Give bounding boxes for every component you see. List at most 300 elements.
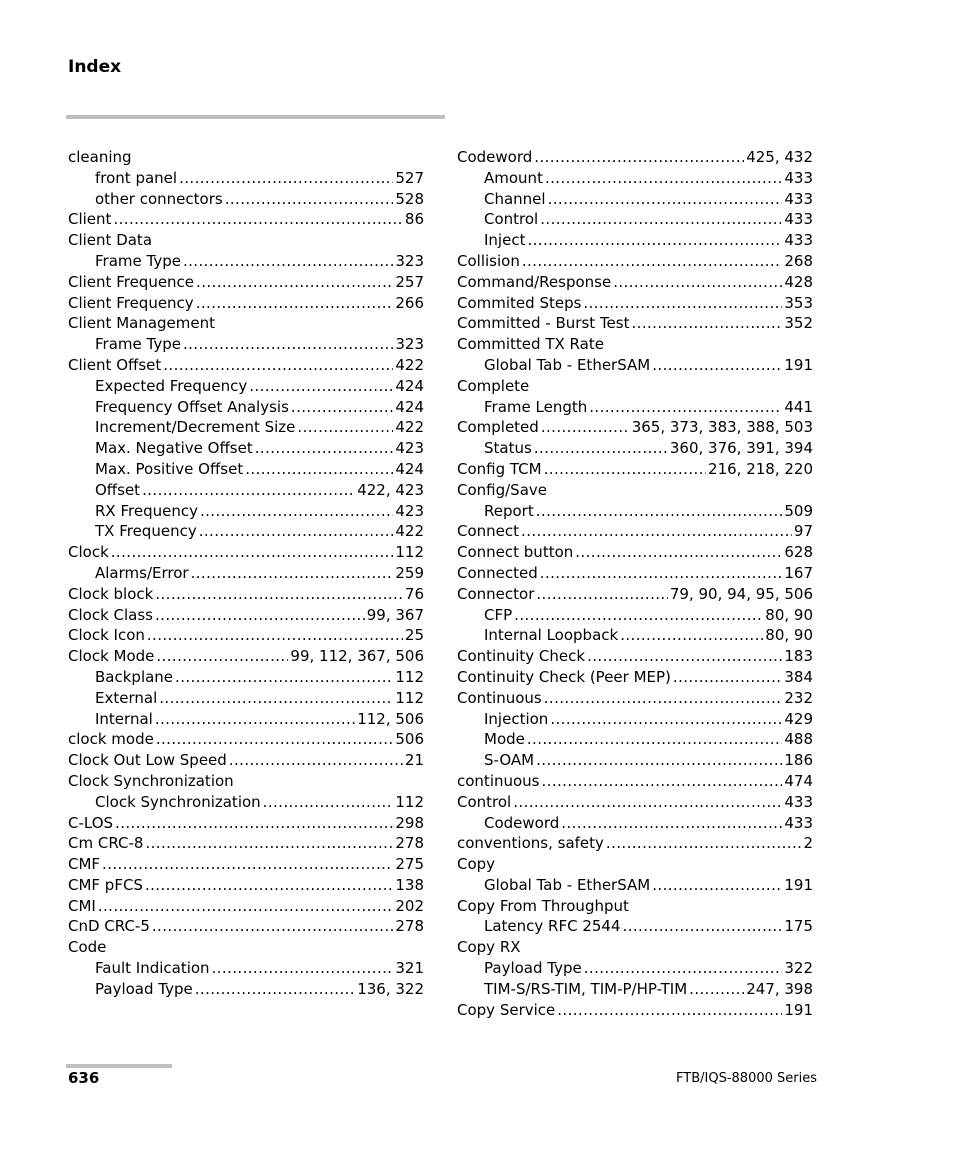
dot-leader — [545, 168, 782, 189]
index-pages: 433 — [784, 189, 813, 208]
index-entry — [457, 896, 813, 917]
index-term: Report — [484, 501, 534, 520]
index-term: Inject — [484, 231, 526, 250]
dot-leader — [540, 209, 782, 230]
dot-leader — [142, 480, 355, 501]
index-entry — [457, 646, 813, 667]
index-term: Client Data — [68, 231, 153, 250]
dot-leader — [115, 813, 393, 834]
dot-leader — [540, 563, 783, 584]
index-subentry — [68, 501, 424, 522]
index-term: CMF pFCS — [68, 875, 143, 894]
page-title: Index — [68, 57, 122, 77]
dot-leader — [156, 729, 394, 750]
index-term: Control — [457, 792, 512, 811]
dot-leader — [534, 438, 668, 459]
index-pages: 191 — [784, 355, 813, 374]
dot-leader — [542, 771, 783, 792]
index-term: Copy Service — [457, 1000, 556, 1019]
index-term: Commited Steps — [457, 293, 582, 312]
index-pages: 506 — [395, 730, 424, 749]
index-term: TX Frequency — [95, 522, 197, 541]
index-pages: 298 — [395, 813, 424, 832]
dot-leader — [212, 958, 394, 979]
index-term: CMF — [68, 855, 101, 874]
dot-leader — [587, 646, 782, 667]
dot-leader — [584, 958, 783, 979]
index-pages: 628 — [784, 543, 813, 562]
index-term: Connect — [457, 522, 520, 541]
index-term: Alarms/Error — [95, 563, 189, 582]
index-subentry — [457, 916, 813, 937]
dot-leader — [229, 750, 403, 771]
index-subentry — [457, 501, 813, 522]
index-entry — [457, 417, 813, 438]
index-pages: 232 — [784, 688, 813, 707]
index-pages: 422, 423 — [357, 480, 424, 499]
index-term: cleaning — [68, 148, 132, 166]
index-term: Mode — [484, 730, 525, 749]
index-term: Injection — [484, 709, 549, 728]
dot-leader — [589, 397, 782, 418]
index-pages: 488 — [784, 730, 813, 749]
index-pages: 191 — [784, 1000, 813, 1019]
index-term: Config/Save — [457, 480, 547, 499]
index-term: CFP — [484, 605, 513, 624]
header-rule — [66, 115, 445, 119]
index-subentry — [457, 813, 813, 834]
index-entry — [457, 334, 813, 355]
index-entry — [68, 605, 424, 626]
index-pages: 433 — [784, 231, 813, 250]
index-pages: 202 — [395, 896, 424, 915]
index-entry — [68, 896, 424, 917]
index-entry — [68, 854, 424, 875]
index-term: Frequency Offset Analysis — [95, 397, 289, 416]
dot-leader — [514, 605, 763, 626]
index-term: other connectors — [95, 189, 223, 208]
index-entry — [457, 313, 813, 334]
dot-leader — [536, 501, 783, 522]
dot-leader — [175, 667, 393, 688]
index-term: Command/Response — [457, 272, 612, 291]
index-term: Clock — [68, 543, 109, 562]
index-entry — [68, 750, 424, 771]
dot-leader — [652, 875, 782, 896]
dot-leader — [102, 854, 393, 875]
index-pages: 424 — [395, 376, 424, 395]
index-pages: 275 — [395, 855, 424, 874]
index-subentry — [68, 189, 424, 210]
index-subentry — [68, 667, 424, 688]
index-subentry — [457, 438, 813, 459]
dot-leader — [196, 293, 394, 314]
dot-leader — [527, 729, 782, 750]
index-term: Backplane — [95, 667, 174, 686]
index-term: Continuous — [457, 688, 542, 707]
index-pages: 424 — [395, 397, 424, 416]
index-entry — [68, 542, 424, 563]
index-pages: 79, 90, 94, 95, 506 — [669, 584, 813, 603]
index-entry — [457, 521, 813, 542]
dot-leader — [111, 542, 394, 563]
index-pages: 138 — [395, 875, 424, 894]
index-entry — [68, 272, 424, 293]
index-entry — [68, 209, 424, 230]
index-entry — [457, 1000, 813, 1021]
index-term: Committed TX Rate — [457, 335, 604, 354]
index-subentry — [457, 189, 813, 210]
index-subentry — [68, 792, 424, 813]
index-pages: 423 — [395, 439, 424, 458]
index-term: clock mode — [68, 730, 154, 749]
index-entry — [457, 563, 813, 584]
index-entry — [457, 792, 813, 813]
index-entry — [457, 459, 813, 480]
index-subentry — [457, 625, 813, 646]
dot-leader — [606, 833, 802, 854]
index-pages: 433 — [784, 792, 813, 811]
index-entry — [457, 147, 813, 168]
dot-leader — [548, 189, 783, 210]
index-entry — [68, 625, 424, 646]
index-entry — [68, 771, 424, 792]
index-term: Copy From Throughput — [457, 896, 629, 915]
dot-leader — [113, 209, 402, 230]
index-pages: 422 — [395, 522, 424, 541]
index-term: Clock Synchronization — [95, 792, 261, 811]
index-pages: 360, 376, 391, 394 — [669, 439, 813, 458]
index-term: Offset — [95, 480, 141, 499]
index-pages: 353 — [784, 293, 813, 312]
index-pages: 183 — [784, 647, 813, 666]
series-name: FTB/IQS-88000 Series — [676, 1071, 817, 1086]
index-pages: 322 — [784, 959, 813, 978]
index-term: Codeword — [484, 813, 560, 832]
index-entry — [68, 230, 424, 251]
index-pages: 527 — [395, 168, 424, 187]
index-term: Frame Type — [95, 335, 181, 354]
dot-leader — [196, 272, 393, 293]
dot-leader — [583, 293, 782, 314]
index-pages: 423 — [395, 501, 424, 520]
footer-rule — [66, 1064, 172, 1068]
dot-leader — [183, 251, 393, 272]
index-subentry — [68, 480, 424, 501]
dot-leader — [147, 625, 403, 646]
index-subentry — [68, 563, 424, 584]
index-subentry — [68, 251, 424, 272]
dot-leader — [561, 813, 782, 834]
index-pages: 257 — [395, 272, 424, 291]
index-pages: 191 — [784, 875, 813, 894]
dot-leader — [527, 230, 782, 251]
dot-leader — [575, 542, 782, 563]
index-term: Clock Class — [68, 605, 153, 624]
index-pages: 76 — [404, 584, 424, 603]
index-term: Increment/Decrement Size — [95, 418, 296, 437]
dot-leader — [159, 688, 393, 709]
index-pages: 422 — [395, 355, 424, 374]
index-term: Amount — [484, 168, 543, 187]
index-term: Internal Loopback — [484, 626, 619, 645]
index-entry — [68, 833, 424, 854]
index-pages: 112 — [395, 688, 424, 707]
index-subentry — [457, 605, 813, 626]
dot-leader — [291, 397, 393, 418]
dot-leader — [98, 896, 394, 917]
index-entry — [68, 355, 424, 376]
index-column-right — [457, 147, 813, 1020]
index-subentry — [68, 334, 424, 355]
index-term: S-OAM — [484, 751, 535, 770]
dot-leader — [522, 251, 783, 272]
index-term: Clock Icon — [68, 626, 145, 645]
dot-leader — [195, 979, 355, 1000]
dot-leader — [152, 916, 393, 937]
index-term: RX Frequency — [95, 501, 198, 520]
dot-leader — [521, 521, 792, 542]
index-term: Max. Negative Offset — [95, 439, 253, 458]
index-term: Global Tab - EtherSAM — [484, 355, 651, 374]
index-pages: 247, 398 — [746, 979, 813, 998]
index-pages: 528 — [395, 189, 424, 208]
index-subentry — [457, 230, 813, 251]
index-term: Client Management — [68, 314, 216, 333]
index-pages: 509 — [784, 501, 813, 520]
dot-leader — [620, 625, 763, 646]
index-subentry — [68, 958, 424, 979]
index-term: Continuity Check (Peer MEP) — [457, 667, 671, 686]
dot-leader — [200, 501, 393, 522]
dot-leader — [263, 792, 394, 813]
index-entry — [457, 480, 813, 501]
index-pages: 384 — [784, 667, 813, 686]
index-pages: 99, 367 — [366, 605, 424, 624]
dot-leader — [652, 355, 782, 376]
index-entry — [457, 251, 813, 272]
index-pages: 80, 90 — [765, 605, 813, 624]
index-term: Client Offset — [68, 355, 162, 374]
index-entry — [68, 313, 424, 334]
dot-leader — [155, 605, 365, 626]
index-pages: 323 — [395, 251, 424, 270]
index-entry — [457, 584, 813, 605]
index-pages: 112 — [395, 792, 424, 811]
index-subentry — [457, 709, 813, 730]
index-pages: 25 — [404, 626, 424, 645]
index-entry — [457, 771, 813, 792]
index-subentry — [68, 417, 424, 438]
index-term: Connector — [457, 584, 535, 603]
index-pages: 99, 112, 367, 506 — [290, 647, 424, 666]
index-term: Config TCM — [457, 459, 542, 478]
dot-leader — [623, 916, 783, 937]
dot-leader — [145, 833, 393, 854]
index-subentry — [68, 521, 424, 542]
dot-leader — [689, 979, 744, 1000]
index-entry — [457, 854, 813, 875]
index-entry — [457, 293, 813, 314]
index-term: Channel — [484, 189, 546, 208]
index-term: Cm CRC-8 — [68, 834, 144, 853]
index-term: Clock block — [68, 584, 154, 603]
index-pages: 2 — [803, 834, 813, 853]
index-subentry — [68, 438, 424, 459]
index-entry — [457, 667, 813, 688]
index-pages: 86 — [404, 210, 424, 229]
dot-leader — [255, 438, 394, 459]
dot-leader — [557, 1000, 782, 1021]
index-term: Connected — [457, 563, 538, 582]
index-term: Continuity Check — [457, 647, 586, 666]
index-entry — [68, 916, 424, 937]
index-term: Frame Type — [95, 251, 181, 270]
index-term: CnD CRC-5 — [68, 917, 150, 936]
index-column-left — [68, 147, 424, 1000]
index-term: Copy RX — [457, 938, 521, 957]
index-entry — [68, 584, 424, 605]
index-term: Client — [68, 210, 112, 229]
index-entry — [457, 542, 813, 563]
index-subentry — [457, 168, 813, 189]
index-term: Complete — [457, 376, 530, 395]
index-term: Client Frequence — [68, 272, 195, 291]
index-subentry — [457, 397, 813, 418]
index-term: Payload Type — [484, 959, 582, 978]
index-pages: 425, 432 — [746, 148, 813, 166]
index-term: Codeword — [457, 148, 533, 166]
index-term: continuous — [457, 771, 540, 790]
index-term: Global Tab - EtherSAM — [484, 875, 651, 894]
dot-leader — [544, 459, 706, 480]
index-subentry — [68, 168, 424, 189]
index-pages: 112 — [395, 667, 424, 686]
index-entry — [68, 937, 424, 958]
index-pages: 112 — [395, 543, 424, 562]
index-term: Latency RFC 2544 — [484, 917, 621, 936]
index-term: Clock Synchronization — [68, 771, 234, 790]
index-entry — [68, 729, 424, 750]
dot-leader — [631, 313, 782, 334]
index-subentry — [68, 979, 424, 1000]
dot-leader — [536, 750, 782, 771]
index-pages: 259 — [395, 563, 424, 582]
index-term: Committed - Burst Test — [457, 314, 630, 333]
dot-leader — [179, 168, 393, 189]
dot-leader — [163, 355, 393, 376]
dot-leader — [155, 584, 403, 605]
index-pages: 216, 218, 220 — [708, 459, 813, 478]
index-pages: 278 — [395, 834, 424, 853]
index-pages: 80, 90 — [765, 626, 813, 645]
index-pages: 136, 322 — [357, 979, 424, 998]
index-pages: 441 — [784, 397, 813, 416]
index-term: Control — [484, 210, 539, 229]
index-subentry — [457, 875, 813, 896]
index-term: conventions, safety — [457, 834, 604, 853]
index-subentry — [457, 750, 813, 771]
dot-leader — [183, 334, 393, 355]
index-term: front panel — [95, 168, 178, 187]
dot-leader — [156, 646, 288, 667]
index-term: TIM-S/RS-TIM, TIM-P/HP-TIM — [484, 979, 688, 998]
dot-leader — [613, 272, 782, 293]
index-entry — [457, 688, 813, 709]
index-subentry — [457, 729, 813, 750]
index-entry — [68, 813, 424, 834]
index-term: Max. Positive Offset — [95, 459, 244, 478]
dot-leader — [544, 688, 783, 709]
index-pages: 268 — [784, 251, 813, 270]
dot-leader — [536, 584, 668, 605]
index-term: C-LOS — [68, 813, 114, 832]
dot-leader — [245, 459, 393, 480]
index-entry — [457, 376, 813, 397]
index-pages: 112, 506 — [357, 709, 424, 728]
dot-leader — [673, 667, 782, 688]
dot-leader — [155, 709, 355, 730]
index-entry — [457, 272, 813, 293]
index-subentry — [457, 979, 813, 1000]
index-pages: 429 — [784, 709, 813, 728]
index-pages: 186 — [784, 751, 813, 770]
index-term: External — [95, 688, 158, 707]
index-pages: 323 — [395, 335, 424, 354]
index-term: Frame Length — [484, 397, 588, 416]
index-subentry — [68, 397, 424, 418]
index-subentry — [457, 958, 813, 979]
index-subentry — [68, 459, 424, 480]
index-pages: 365, 373, 383, 388, 503 — [631, 418, 813, 437]
index-pages: 474 — [784, 771, 813, 790]
index-term: Internal — [95, 709, 153, 728]
index-term: Clock Mode — [68, 647, 155, 666]
index-entry — [457, 937, 813, 958]
index-term: Expected Frequency — [95, 376, 248, 395]
index-subentry — [457, 209, 813, 230]
index-pages: 433 — [784, 210, 813, 229]
index-term: Connect button — [457, 543, 574, 562]
dot-leader — [550, 709, 782, 730]
index-subentry — [68, 709, 424, 730]
index-term: Collision — [457, 251, 520, 270]
index-entry — [68, 875, 424, 896]
index-entry — [457, 833, 813, 854]
index-term: Client Frequency — [68, 293, 194, 312]
dot-leader — [249, 376, 393, 397]
dot-leader — [225, 189, 394, 210]
index-term: Code — [68, 938, 107, 957]
index-pages: 97 — [793, 522, 813, 541]
dot-leader — [191, 563, 394, 584]
dot-leader — [534, 147, 744, 168]
dot-leader — [199, 521, 394, 542]
dot-leader — [513, 792, 782, 813]
index-entry — [68, 147, 424, 168]
index-pages: 352 — [784, 314, 813, 333]
index-term: Payload Type — [95, 979, 193, 998]
index-entry — [68, 293, 424, 314]
dot-leader — [541, 417, 630, 438]
index-pages: 167 — [784, 563, 813, 582]
index-pages: 422 — [395, 418, 424, 437]
index-pages: 175 — [784, 917, 813, 936]
index-subentry — [457, 355, 813, 376]
index-term: Completed — [457, 418, 539, 437]
index-pages: 433 — [784, 168, 813, 187]
index-pages: 428 — [784, 272, 813, 291]
